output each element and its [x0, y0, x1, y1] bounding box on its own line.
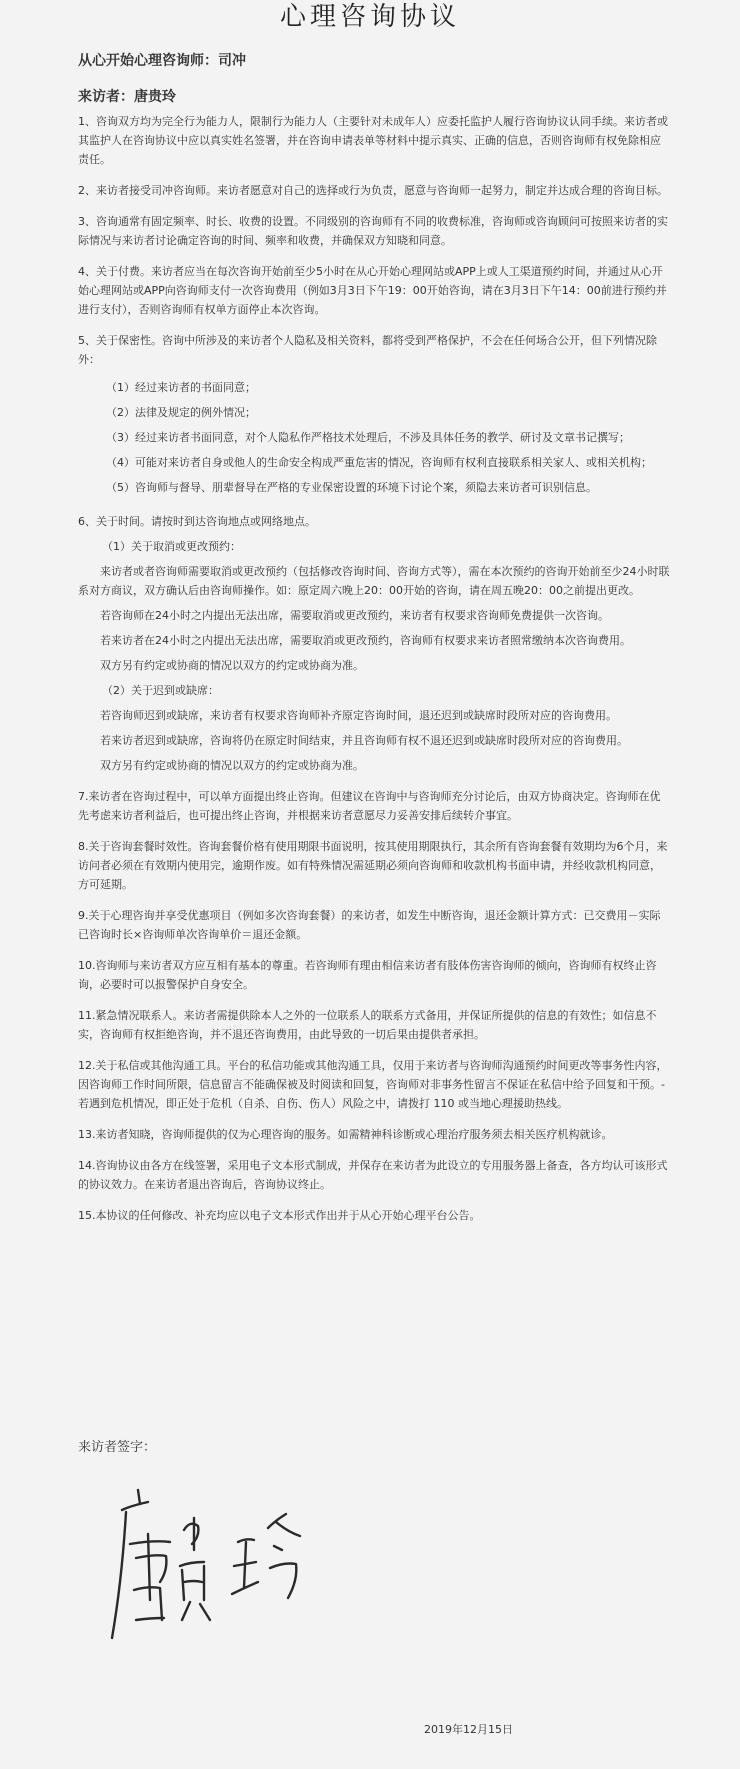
clause-3: 3、咨询通常有固定频率、时长、收费的设置。不同级别的咨询师有不同的收费标准，咨询师或咨询顾问可按照来访者的实际情况与来访者讨论确定咨询的时间、频率和收费，并确保双方知晓和同意。 [78, 215, 668, 247]
clause-5-intro: 5、关于保密性。咨询中所涉及的来访者个人隐私及相关资料，都将受到严格保护，不会在任何场合公开，但下列情况除外： [78, 334, 657, 366]
list-item: （4）可能对来访者自身或他人的生命安全构成严重危害的情况，咨询师有权利直接联系相关家人、或相关机构； [106, 456, 652, 469]
list-item: （5）咨询师与督导、朋辈督导在严格的专业保密设置的环境下讨论个案，须隐去来访者可识别信息。 [106, 481, 597, 494]
clause-6-p7: 双方另有约定或协商的情况以双方的约定或协商为准。 [100, 759, 364, 772]
clause-8: 8.关于咨询套餐时效性。咨询套餐价格有使用期限书面说明，按其使用期限执行，其余所有咨询套餐有效期均为6个月，来访问者必须在有效期内使用完，逾期作废。如有特殊情况需延期必须向咨询师和收款机构书面申请，并经收款机构同意，方可延期。 [78, 840, 668, 891]
clause-6 [78, 512, 670, 775]
clause-4: 4、关于付费。来访者应当在每次咨询开始前至少5小时在从心开始心理网站或APP上或人工渠道预约时间，并通过从心开始心理网站或APP向咨询师支付一次咨询费用（例如3月3日下午19：00开始咨询，请在3月3日下午14：00前进行预约并进行支付），否则咨询师有权单方面停止本次咨询。 [78, 265, 667, 316]
clause-5-list [78, 375, 670, 500]
list-item: （2）法律及规定的例外情况； [106, 406, 256, 419]
handwritten-signature-icon [100, 1470, 340, 1670]
clause-6-sub2: （2）关于迟到或缺席： [102, 684, 219, 697]
clause-14: 14.咨询协议由各方在线签署，采用电子文本形式制成，并保存在来访者为此设立的专用服务器上备查，各方均认可该形式的协议效力。在来访者退出咨询后，咨询协议终止。 [78, 1159, 668, 1191]
clause-13: 13.来访者知晓，咨询师提供的仅为心理咨询的服务。如需精神科诊断或心理治疗服务须去相关医疗机构就诊。 [78, 1128, 613, 1141]
clause-15: 15.本协议的任何修改、补充均应以电子文本形式作出并于从心开始心理平台公告。 [78, 1209, 481, 1222]
clause-9: 9.关于心理咨询并享受优惠项目（例如多次咨询套餐）的来访者，如发生中断咨询，退还金额计算方式：已交费用－实际已咨询时长×咨询师单次咨询单价＝退还金额。 [78, 909, 661, 941]
signature-date: 2019年12月15日 [424, 1723, 513, 1736]
clause-6-sub1: （1）关于取消或更改预约： [102, 540, 241, 553]
agreement-body [78, 112, 670, 1237]
clause-6-p5: 若咨询师迟到或缺席，来访者有权要求咨询师补齐原定咨询时间，退还迟到或缺席时段所对应的咨询费用。 [100, 709, 617, 722]
clause-2: 2、来访者接受司冲咨询师。来访者愿意对自己的选择或行为负责，愿意与咨询师一起努力，制定并达成合理的咨询目标。 [78, 184, 668, 197]
clause-12: 12.关于私信或其他沟通工具。平台的私信功能或其他沟通工具，仅用于来访者与咨询师沟通预约时间更改等事务性内容，因咨询师工作时间所限，信息留言不能确保被及时阅读和回复，咨询师对非事务性留言不保证在私信中给予回复和干预。- 若遇到危机情况，即正处于危机（自杀、自伤、伤人）风险之中，请拨打 110 或当地心理援助热线。 [78, 1059, 668, 1110]
visitor-line: 来访者：唐贵玲 [78, 89, 176, 105]
signature-label: 来访者签字： [78, 1440, 157, 1455]
list-item: （3）经过来访者书面同意，对个人隐私作严格技术处理后，不涉及具体任务的教学、研讨及文章书记撰写； [106, 431, 630, 444]
clause-11: 11.紧急情况联系人。来访者需提供除本人之外的一位联系人的联系方式备用，并保证所提供的信息的有效性；如信息不实，咨询师有权拒绝咨询，并不退还咨询费用，由此导致的一切后果由提供者承担。 [78, 1009, 657, 1041]
clause-6-p4: 双方另有约定或协商的情况以双方的约定或协商为准。 [100, 659, 364, 672]
counselor-line: 从心开始心理咨询师：司冲 [78, 53, 246, 69]
page-title: 心理咨询协议 [279, 2, 460, 32]
clause-6-p6: 若来访者迟到或缺席，咨询将仍在原定时间结束，并且咨询师有权不退还迟到或缺席时段所对应的咨询费用。 [100, 734, 628, 747]
clause-6-p2: 若咨询师在24小时之内提出无法出席，需要取消或更改预约，来访者有权要求咨询师免费提供一次咨询。 [100, 609, 609, 622]
clause-10: 10.咨询师与来访者双方应互相有基本的尊重。若咨询师有理由相信来访者有肢体伤害咨询师的倾向，咨询师有权终止咨询，必要时可以报警保护自身安全。 [78, 959, 657, 991]
clause-6-intro: 6、关于时间。请按时到达咨询地点或网络地点。 [78, 515, 316, 528]
clause-7: 7.来访者在咨询过程中，可以单方面提出终止咨询。但建议在咨询中与咨询师充分讨论后，由双方协商决定。咨询师在优先考虑来访者利益后，也可提出终止咨询，并根据来访者意愿尽力妥善安排后续转介事宜。 [78, 790, 661, 822]
clause-6-p1: 来访者或者咨询师需要取消或更改预约（包括修改咨询时间、咨询方式等），需在本次预约的咨询开始前至少24小时联系对方商议，双方确认后由咨询师操作。如：原定周六晚上20：00开始的咨询，请在周五晚20：00之前提出更改。 [78, 565, 670, 597]
list-item: （1）经过来访者的书面同意； [106, 381, 256, 394]
clause-1: 1、咨询双方均为完全行为能力人，限制行为能力人（主要针对未成年人）应委托监护人履行咨询协议认同手续。来访者或其监护人在咨询协议中应以真实姓名签署，并在咨询申请表单等材料中提示真实、正确的信息，否则咨询师有权免除相应责任。 [78, 115, 668, 166]
clause-6-p3: 若来访者在24小时之内提出无法出席，需要取消或更改预约，咨询师有权要求来访者照常缴纳本次咨询费用。 [100, 634, 631, 647]
